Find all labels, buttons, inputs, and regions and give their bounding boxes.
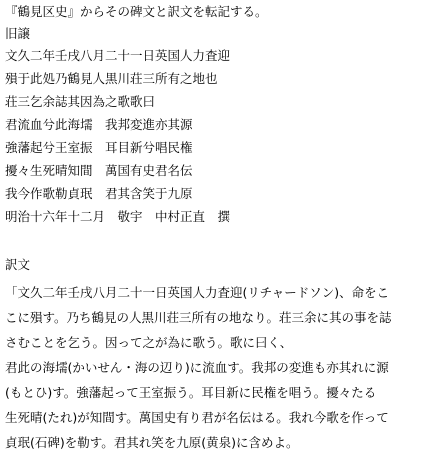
inscription-line: 強藩起兮王室振 耳目新兮唱民権 <box>5 140 193 155</box>
intro-text: 『鶴見区史』からその碑文と訳文を転記する。 <box>5 4 268 19</box>
inscription-line: 我今作歌勒貞珉 君其含笑于九原 <box>5 186 193 201</box>
translation-line: (もとひ)す。強藩起って王室振う。耳目新に民権を唱う。擾々たる <box>5 385 377 400</box>
translation-line: 「文久二年壬戌八月二十一日英国人力査迎(リチャードソン)、命をこ <box>5 285 390 300</box>
original-heading: 旧譲 <box>5 26 31 41</box>
translation-text <box>5 282 437 457</box>
inscription-line: 明治十六年十二月 敬宇 中村正直 撰 <box>5 209 231 224</box>
document <box>5 4 437 457</box>
translation-line: さむことを乞う。因って之が為に歌う。歌に曰く、 <box>5 335 293 350</box>
inscription-line: 荘三乞余誌其因為之歌歌曰 <box>5 94 156 109</box>
inscription-line: 君流血兮此海壖 我邦変進亦其源 <box>5 117 193 132</box>
translation-heading: 訳文 <box>5 257 31 272</box>
section-gap <box>5 232 437 257</box>
original-inscription <box>5 48 437 232</box>
translation-line: 貞珉(石碑)を勒す。君其れ笑を九原(黄泉)に含めよ。 <box>5 435 299 450</box>
inscription-line: 文久二年壬戌八月二十一日英国人力査迎 <box>5 48 231 63</box>
inscription-line: 擾々生死晴知間 萬国有史君名伝 <box>5 163 193 178</box>
translation-line: こに殞す。乃ち鶴見の人黒川荘三所有の地なり。荘三余に其の事を誌 <box>5 310 392 325</box>
translation-line: 君此の海壖(かいせん・海の辺り)に流血す。我邦の変進も亦其れに源 <box>5 360 389 375</box>
inscription-line: 殞于此処乃鶴見人黒川荘三所有之地也 <box>5 71 218 86</box>
translation-line: 生死晴(たれ)が知間す。萬国史有り君が名伝はる。我れ今歌を作って <box>5 410 389 425</box>
